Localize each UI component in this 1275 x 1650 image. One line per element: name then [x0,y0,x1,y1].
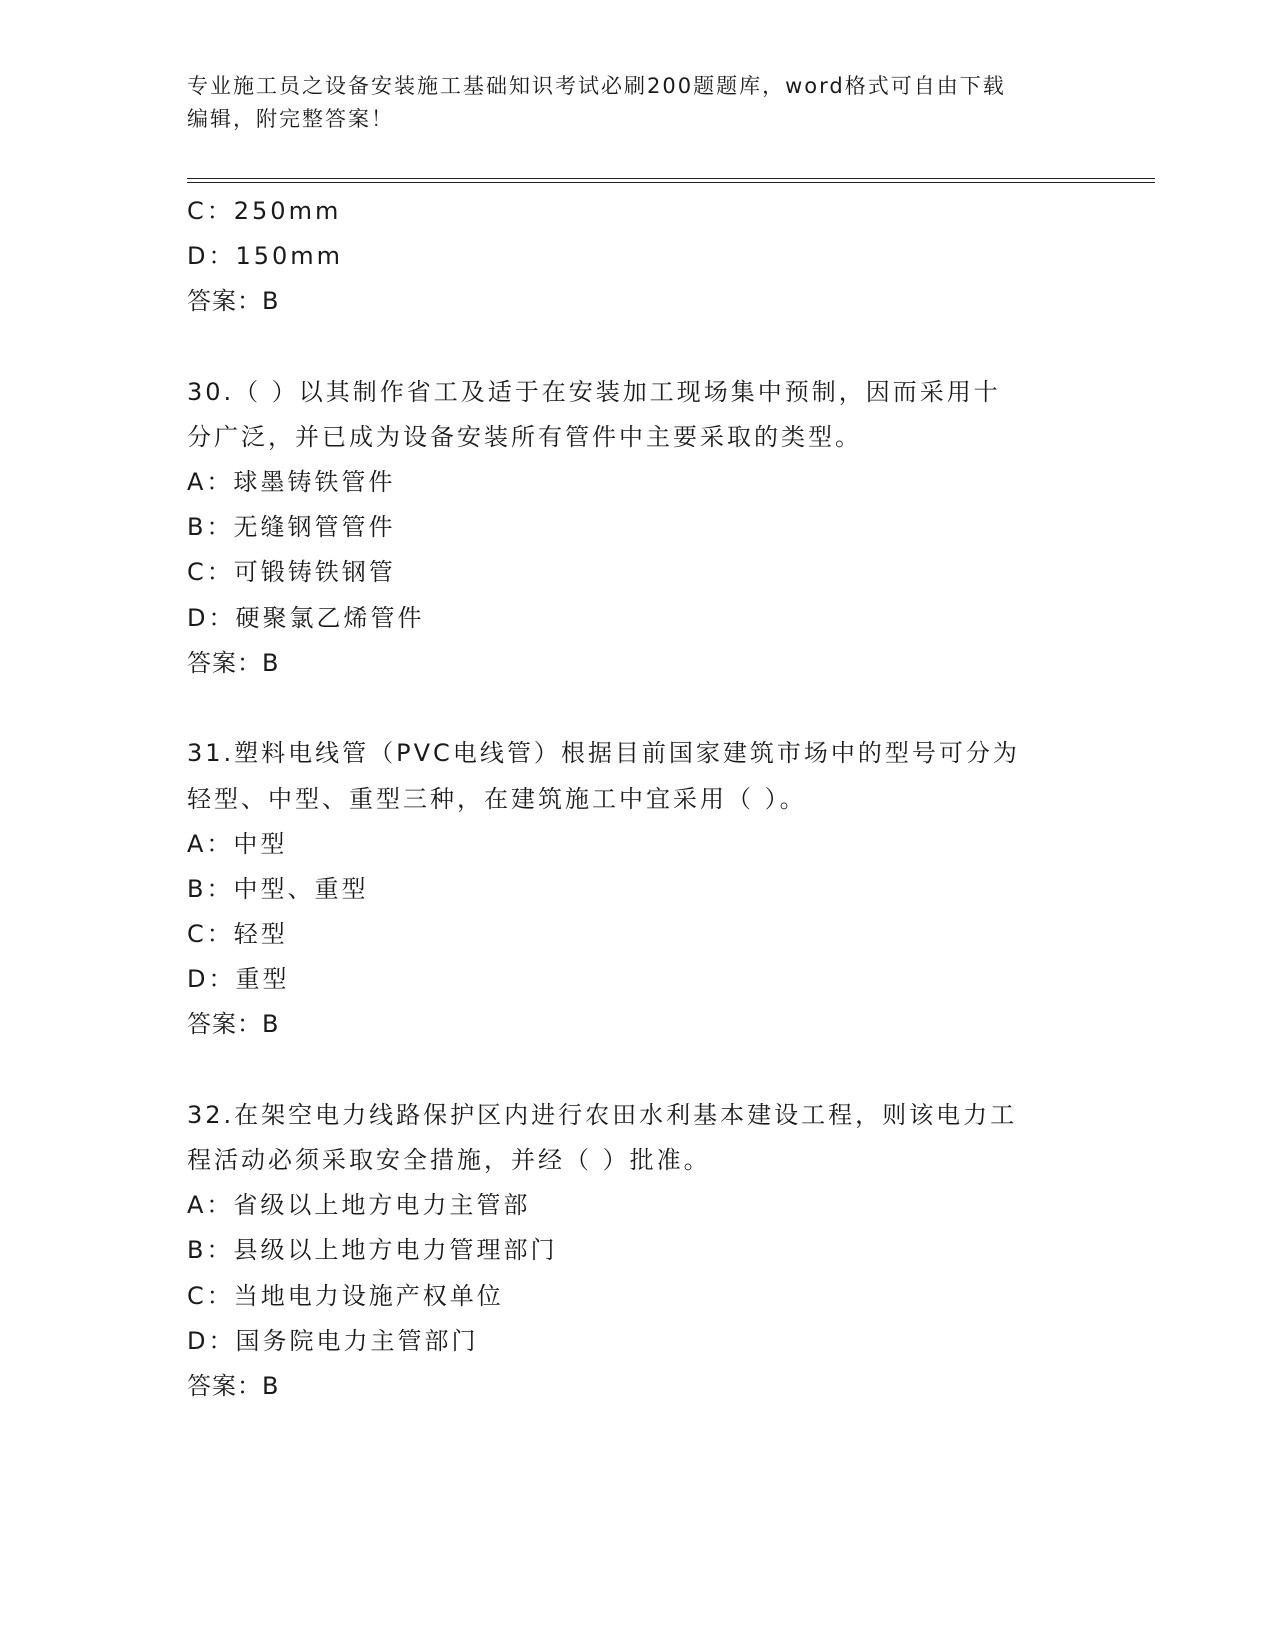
q32-stem-line-1: 32.在架空电力线路保护区内进行农田水利基本建设工程，则该电力工 [187,1101,1018,1129]
page-header [187,70,1087,136]
q31-stem-line-2: 轻型、中型、重型三种，在建筑施工中宜采用（ ）。 [187,785,807,813]
q32-stem-line-2: 程活动必须采取安全措施，并经（ ）批准。 [187,1146,711,1174]
q31-option-c: C：轻型 [187,920,288,948]
q32-option-c: C：当地电力设施产权单位 [187,1282,504,1310]
q30-option-a: A：球墨铸铁管件 [187,468,396,496]
q30-option-b: B：无缝钢管管件 [187,513,396,541]
prev-answer: 答案：B [187,287,280,315]
q32-option-d: D：国务院电力主管部门 [187,1327,479,1355]
q31-option-d: D：重型 [187,965,290,993]
header-divider [187,178,1155,183]
q30-answer: 答案：B [187,649,280,677]
prev-option-c: C：250mm [187,197,342,225]
q32-answer: 答案：B [187,1372,280,1400]
q30-option-d: D：硬聚氯乙烯管件 [187,604,425,632]
q30-stem-line-1: 30.（ ）以其制作省工及适于在安装加工现场集中预制，因而采用十 [187,378,1001,406]
q32-option-a: A：省级以上地方电力主管部 [187,1191,531,1219]
q32-option-b: B：县级以上地方电力管理部门 [187,1236,558,1264]
q31-stem-line-1: 31.塑料电线管（PVC电线管）根据目前国家建筑市场中的型号可分为 [187,739,1020,767]
q31-option-a: A：中型 [187,830,288,858]
header-line-2: 编辑，附完整答案！ [187,107,394,131]
q31-option-b: B：中型、重型 [187,875,369,903]
q30-option-c: C：可锻铸铁钢管 [187,558,396,586]
q30-stem-line-2: 分广泛，并已成为设备安装所有管件中主要采取的类型。 [187,423,862,451]
header-line-1: 专业施工员之设备安装施工基础知识考试必刷200题题库，word格式可自由下载 [187,74,1006,98]
prev-option-d: D：150mm [187,242,344,270]
q31-answer: 答案：B [187,1010,280,1038]
